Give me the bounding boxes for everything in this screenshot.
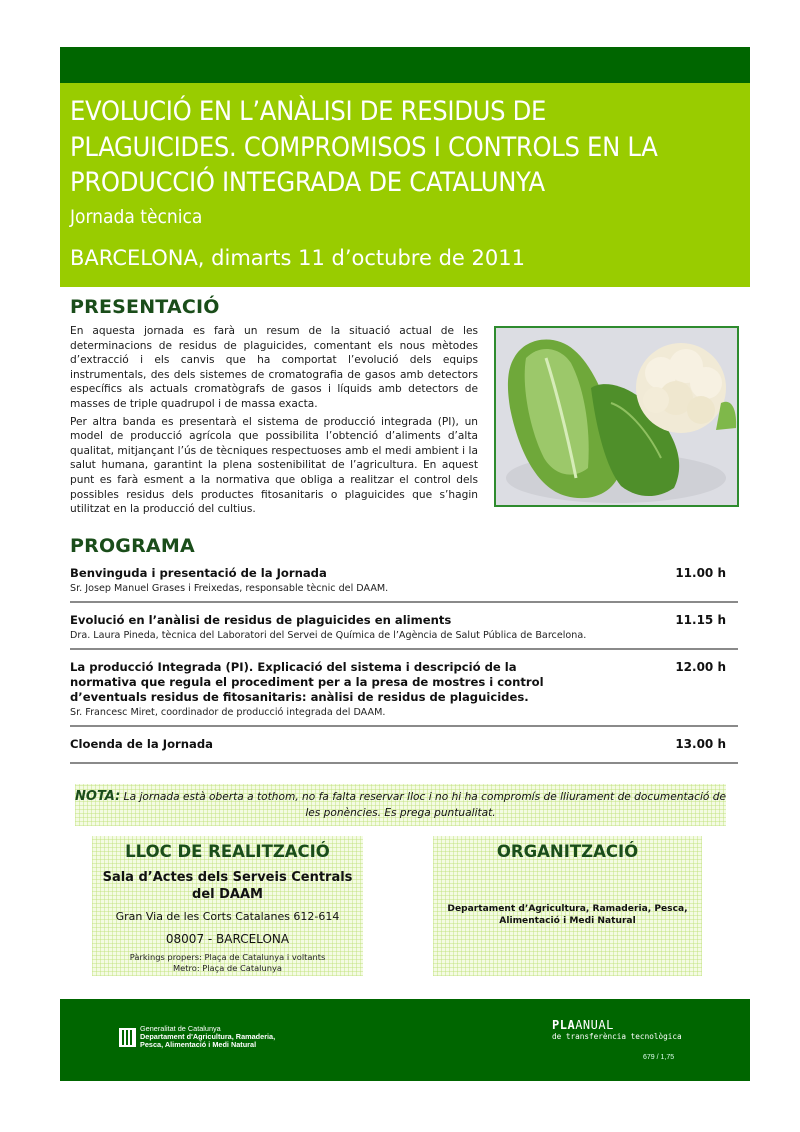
- paragraph: Per altra banda es presentarà el sistema de producció integrada (PI), un model de producció agrícola que possibilita l’obtenció d’aliments d’alta qualitat, mitjançant l’ús de tècniques respectuoses amb el medi ambient i la salut humana, garantint la plena sostenibilitat de l’agricultura. En aquest punt es farà esment a la normativa que obliga a realitzar el control dels possibles residus dels productes fitosanitaris o plaguicides que s’hagin utilitzat en la producció del cultius.: [70, 415, 478, 516]
- subtitle: Jornada tècnica: [70, 206, 203, 228]
- organizer-name: [433, 903, 702, 927]
- header-strip: [60, 47, 750, 83]
- vegetables-photo: [494, 326, 739, 507]
- session-title: Evolució en l’anàlisi de residus de plaguicides en aliments: [70, 613, 452, 627]
- programme-item: [70, 558, 738, 603]
- pla-logo-rest: ANUAL: [575, 1018, 614, 1032]
- organizer-heading: ORGANITZACIÓ: [496, 842, 639, 861]
- session-time: 12.00 h: [675, 660, 726, 674]
- document-code: 679 / 1,75: [643, 1054, 675, 1061]
- venue-city: 08007 - BARCELONA: [165, 932, 290, 946]
- programme-item: [70, 603, 738, 650]
- session-title: Benvinguda i presentació de la Jornada: [70, 566, 327, 580]
- programme-item: [70, 727, 738, 764]
- generalitat-name: Generalitat de Catalunya: [140, 1024, 221, 1033]
- session-title: Cloenda de la Jornada: [70, 737, 213, 751]
- venue-name: [92, 869, 363, 903]
- transport-info: [92, 952, 363, 974]
- note-text: La jornada està oberta a tothom, no fa falta reservar lloc i no hi ha compromís de lliurament de documentació de les ponències. Es prega puntualitat.: [120, 791, 726, 819]
- department-line: Pesca, Alimentació i Medi Natural: [140, 1040, 257, 1049]
- section-heading-presentacio: PRESENTACIÓ: [70, 296, 220, 318]
- section-heading-programa: PROGRAMA: [70, 535, 195, 557]
- pla-logo-bold: PLA: [552, 1018, 576, 1032]
- venue-heading: LLOC DE REALITZACIÓ: [125, 842, 330, 861]
- department-line: Departament d'Agricultura, Ramaderia,: [140, 1032, 276, 1041]
- metro-info: Metro: Plaça de Catalunya: [173, 963, 282, 973]
- venue-name-line: Sala d’Actes dels Serveis Centrals: [102, 870, 353, 885]
- venue-name-line: del DAAM: [192, 887, 263, 902]
- header-banner: [60, 47, 750, 287]
- session-time: 11.00 h: [675, 566, 726, 580]
- session-time: 13.00 h: [675, 737, 726, 751]
- presentation-text: [70, 324, 478, 517]
- title-line: PLAGUICIDES. COMPROMISOS I CONTROLS EN LA: [70, 131, 658, 163]
- session-time: 11.15 h: [675, 613, 726, 627]
- venue-box: [92, 836, 363, 976]
- title-line: PRODUCCIÓ INTEGRADA DE CATALUNYA: [70, 167, 545, 198]
- parking-info: Pàrkings propers: Plaça de Catalunya i voltants: [129, 952, 326, 962]
- footer: [60, 999, 750, 1081]
- title-line: EVOLUCIÓ EN L’ANÀLISI DE RESIDUS DE: [70, 96, 547, 127]
- paragraph: En aquesta jornada es farà un resum de la situació actual de les determinacions de residus de plaguicides, comentant els nous mètodes d’extracció i els canvis que ha comportat l’evolució dels equips instrumentals, des dels sistemes de cromatografia de gasos amb detectors específics als actuals cromatògrafs de gasos i líquids amb detectors de masses de triple quadrupol i de massa exacta.: [70, 325, 478, 410]
- venue-address: Gran Via de les Corts Catalanes 612-614: [115, 910, 340, 923]
- organizer-line: Alimentació i Medi Natural: [499, 916, 636, 926]
- generalitat-text: [140, 1025, 275, 1049]
- note-label: NOTA:: [75, 789, 121, 804]
- lettuce-cauliflower-image: [496, 328, 737, 505]
- session-speaker: Sr. Josep Manuel Grases i Freixedas, responsable tècnic del DAAM.: [70, 583, 389, 594]
- organizer-line: Departament d’Agricultura, Ramaderia, Pesca,: [447, 904, 688, 914]
- programme-item: [70, 650, 738, 727]
- pla-anual-logo: [552, 1018, 614, 1032]
- session-title: La producció Integrada (PI). Explicació del sistema i descripció de la normativa que regula el procediment per a la presa de mostres i control d’eventuals residus de fitosanitaris: anàlisi de residus de plaguicides.: [70, 660, 544, 704]
- pla-anual-subtitle: de transferència tecnològica: [552, 1032, 682, 1041]
- event-date: BARCELONA, dimarts 11 d’octubre de 2011: [70, 246, 525, 270]
- programme-list: [70, 558, 738, 764]
- session-speaker: Dra. Laura Pineda, tècnica del Laboratori del Servei de Química de l’Agència de Salut Pública de Barcelona.: [70, 630, 587, 641]
- note-box: [75, 784, 726, 826]
- session-speaker: Sr. Francesc Miret, coordinador de producció integrada del DAAM.: [70, 707, 386, 718]
- organizer-box: [433, 836, 702, 976]
- generalitat-logo-icon: [119, 1028, 136, 1047]
- page-title: [70, 94, 740, 201]
